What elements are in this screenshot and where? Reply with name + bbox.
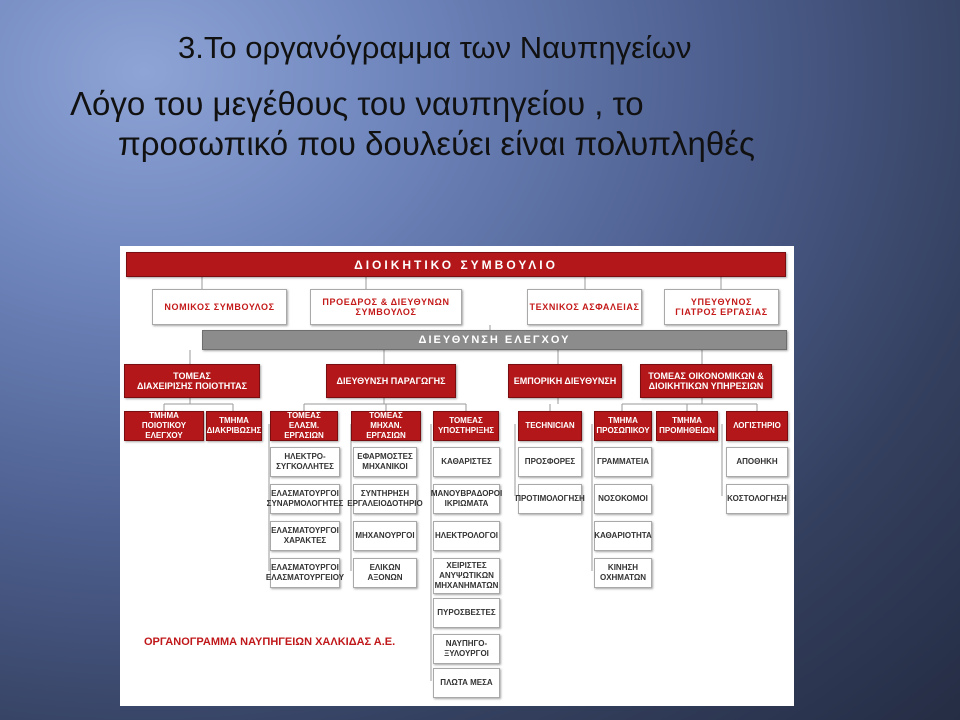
technician-task: ΠΡΟΣΦΟΡΕΣ	[518, 447, 582, 477]
welding-role: ΗΛΕΚΤΡΟ- ΣΥΓΚΟΛΛΗΤΕΣ	[270, 447, 340, 477]
support-role: ΝΑΥΠΗΓΟ- ΞΥΛΟΥΡΓΟΙ	[433, 634, 500, 664]
mech-role: ΣΥΝΤΗΡΗΣΗ ΕΡΓΑΛΕΙΟΔΟΤΗΡΙΟ	[353, 484, 417, 514]
welding-role: ΕΛΑΣΜΑΤΟΥΡΓΟΙ ΣΥΝΑΡΜΟΛΟΓΗΤΕΣ	[270, 484, 340, 514]
welding-role: ΕΛΑΣΜΑΤΟΥΡΓΟΙ ΧΑΡΑΚΤΕΣ	[270, 521, 340, 551]
welding-role: ΕΛΑΣΜΑΤΟΥΡΓΟΙ ΕΛΑΣΜΑΤΟΥΡΓΕΙΟΥ	[270, 558, 340, 588]
dept-quality-control: ΤΜΗΜΑ ΠΟΙΟΤΙΚΟΥ ΕΛΕΓΧΟΥ	[124, 411, 204, 441]
dept-mech-works: ΤΟΜΕΑΣ ΜΗΧΑΝ. ΕΡΓΑΣΙΩΝ	[351, 411, 421, 441]
org-chart	[120, 246, 794, 706]
president-ceo-box: ΠΡΟΕΔΡΟΣ & ΔΙΕΥΘΥΝΩΝ ΣΥΜΒΟΥΛΟΣ	[310, 289, 462, 325]
division-quality: ΤΟΜΕΑΣ ΔΙΑΧΕΙΡΙΣΗΣ ΠΟΙΟΤΗΤΑΣ	[124, 364, 260, 398]
control-directorate: ΔΙΕΥΘΥΝΣΗ ΕΛΕΓΧΟΥ	[202, 330, 787, 350]
support-role: ΠΥΡΟΣΒΕΣΤΕΣ	[433, 598, 500, 628]
accounting-unit: ΑΠΟΘΗΚΗ	[726, 447, 788, 477]
accounting-unit: ΚΟΣΤΟΛΟΓΗΣΗ	[726, 484, 788, 514]
orgchart-footer-title: ΟΡΓΑΝΟΓΡΑΜΜΑ ΝΑΥΠΗΓΕΙΩΝ ΧΑΛΚΙΔΑΣ Α.Ε.	[144, 636, 396, 648]
body-line-2: προσωπικό που δουλεύει είναι πολυπληθές	[118, 125, 755, 162]
mech-role: ΕΦΑΡΜΟΣΤΕΣ ΜΗΧΑΝΙΚΟΙ	[353, 447, 417, 477]
personnel-unit: ΚΑΘΑΡΙΟΤΗΤΑ	[594, 521, 652, 551]
support-role: ΠΛΩΤΑ ΜΕΣΑ	[433, 668, 500, 698]
division-production: ΔΙΕΥΘΥΝΣΗ ΠΑΡΑΓΩΓΗΣ	[326, 364, 456, 398]
dept-welding-works: ΤΟΜΕΑΣ ΕΛΑΣΜ. ΕΡΓΑΣΙΩΝ	[270, 411, 338, 441]
support-role: ΗΛΕΚΤΡΟΛΟΓΟΙ	[433, 521, 500, 551]
dept-personnel: ΤΜΗΜΑ ΠΡΟΣΩΠΙΚΟΥ	[594, 411, 652, 441]
technician-task: ΠΡΟΤΙΜΟΛΟΓΗΣΗ	[518, 484, 582, 514]
dept-calibration: ΤΜΗΜΑ ΔΙΑΚΡΙΒΩΣΗΣ	[206, 411, 262, 441]
personnel-unit: ΓΡΑΜΜΑΤΕΙΑ	[594, 447, 652, 477]
dept-technician: TECHNICIAN	[518, 411, 582, 441]
work-doctor-box: ΥΠΕΥΘΥΝΟΣ ΓΙΑΤΡΟΣ ΕΡΓΑΣΙΑΣ	[664, 289, 779, 325]
mech-role: ΜΗΧΑΝΟΥΡΓΟΙ	[353, 521, 417, 551]
personnel-unit: ΝΟΣΟΚΟΜΟΙ	[594, 484, 652, 514]
dept-accounting: ΛΟΓΙΣΤΗΡΙΟ	[726, 411, 788, 441]
support-role: ΚΑΘΑΡΙΣΤΕΣ	[433, 447, 500, 477]
slide-title: 3.Το οργανόγραμμα των Ναυπηγείων	[178, 30, 692, 65]
safety-technician-box: ΤΕΧΝΙΚΟΣ ΑΣΦΑΛΕΙΑΣ	[527, 289, 642, 325]
dept-procurement: ΤΜΗΜΑ ΠΡΟΜΗΘΕΙΩΝ	[656, 411, 718, 441]
dept-support: ΤΟΜΕΑΣ ΥΠΟΣΤΗΡΙΞΗΣ	[433, 411, 499, 441]
mech-role: ΕΛΙΚΩΝ ΑΞΟΝΩΝ	[353, 558, 417, 588]
support-role: ΜΑΝΟΥΒΡΑΔΟΡΟΙ ΙΚΡΙΩΜΑΤΑ	[433, 484, 500, 514]
body-line-1: Λόγο του μεγέθους του ναυπηγείου , το	[70, 85, 644, 122]
support-role: ΧΕΙΡΙΣΤΕΣ ΑΝΥΨΩΤΙΚΩΝ ΜΗΧΑΝΗΜΑΤΩΝ	[433, 558, 500, 594]
personnel-unit: ΚΙΝΗΣΗ ΟΧΗΜΑΤΩΝ	[594, 558, 652, 588]
board-of-directors: ΔΙΟΙΚΗΤΙΚΟ ΣΥΜΒΟΥΛΙΟ	[126, 252, 786, 277]
division-commercial: ΕΜΠΟΡΙΚΗ ΔΙΕΥΘΥΝΣΗ	[508, 364, 622, 398]
slide-body-text	[70, 84, 930, 164]
division-finance: ΤΟΜΕΑΣ ΟΙΚΟΝΟΜΙΚΩΝ & ΔΙΟΙΚΗΤΙΚΩΝ ΥΠΗΡΕΣΙΩΝ	[640, 364, 772, 398]
legal-advisor-box: ΝΟΜΙΚΟΣ ΣΥΜΒΟΥΛΟΣ	[152, 289, 287, 325]
